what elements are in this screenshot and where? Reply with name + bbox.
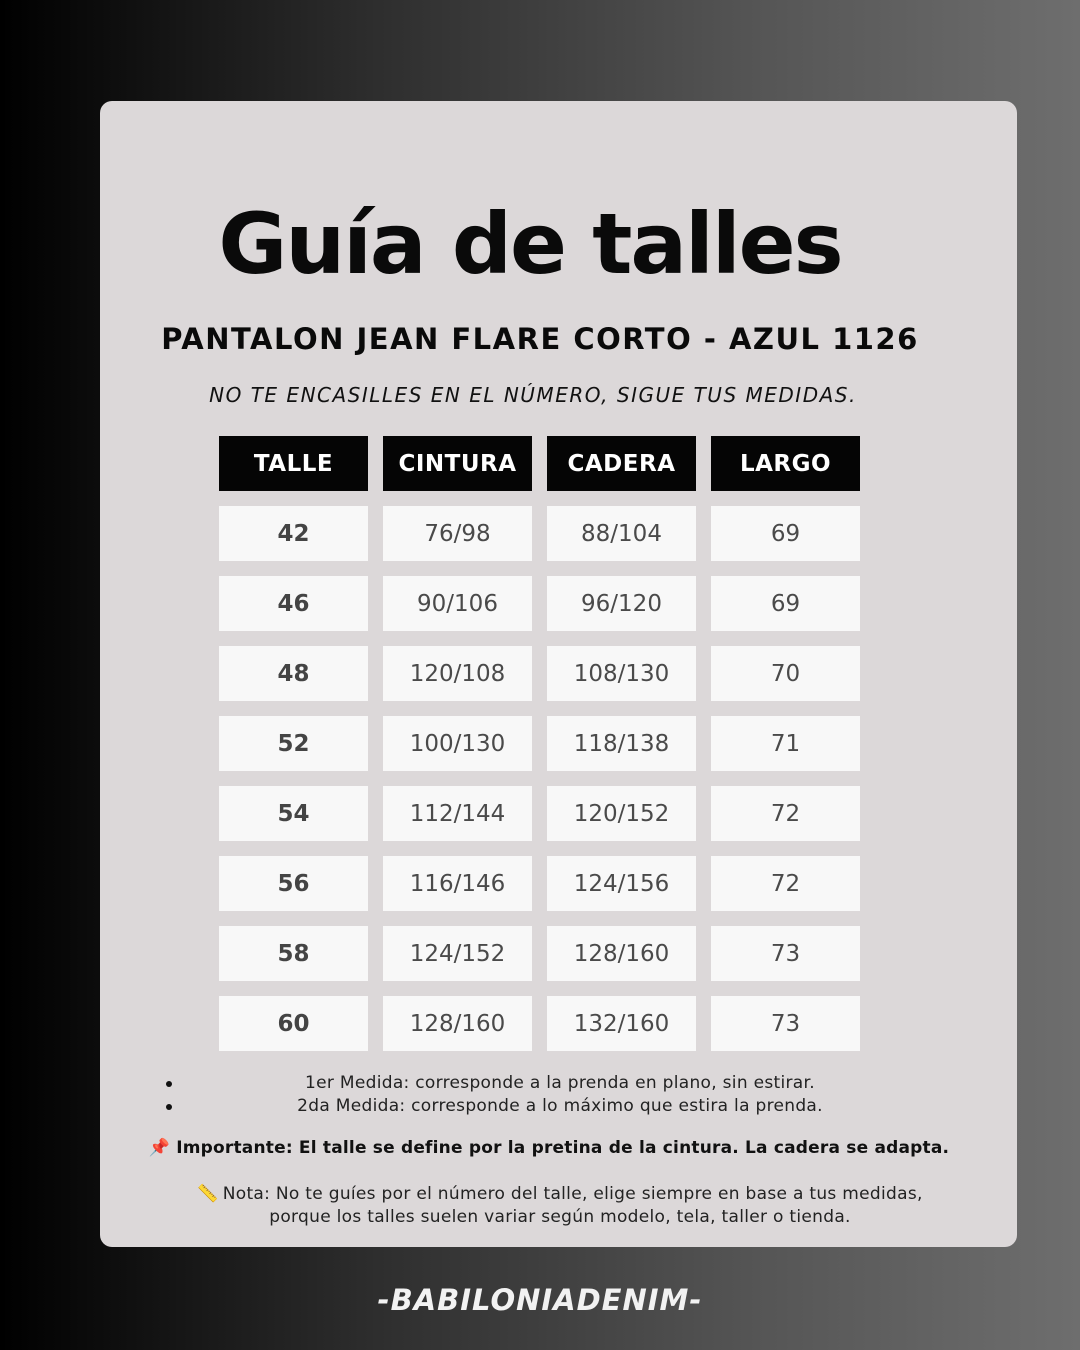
measurement-notes	[160, 1072, 920, 1118]
cell-talle: 54	[219, 786, 368, 841]
cell-talle: 56	[219, 856, 368, 911]
nota-line-2: porque los talles suelen variar según modelo, tela, taller o tienda.	[269, 1207, 851, 1227]
cell-talle: 48	[219, 646, 368, 701]
important-note	[0, 1138, 1080, 1158]
cell-largo: 69	[711, 506, 860, 561]
header-talle: TALLE	[219, 436, 368, 491]
bullet-icon	[166, 1081, 172, 1087]
cell-talle: 52	[219, 716, 368, 771]
cell-cadera: 88/104	[547, 506, 696, 561]
table-row	[219, 786, 862, 841]
brand-footer: -BABILONIADENIM-	[377, 1283, 703, 1317]
size-table	[219, 436, 862, 1066]
note-second-measure: 2da Medida: corresponde a lo máximo que estira la prenda.	[297, 1096, 823, 1116]
pushpin-icon: 📌	[148, 1138, 171, 1158]
table-row	[219, 646, 862, 701]
table-row	[219, 576, 862, 631]
table-row	[219, 716, 862, 771]
cell-largo: 71	[711, 716, 860, 771]
list-item	[160, 1095, 920, 1118]
tagline: NO TE ENCASILLES EN EL NÚMERO, SIGUE TUS MEDIDAS.	[209, 383, 857, 407]
cell-cintura: 128/160	[383, 996, 532, 1051]
cell-largo: 69	[711, 576, 860, 631]
cell-cadera: 124/156	[547, 856, 696, 911]
cell-largo: 72	[711, 856, 860, 911]
cell-cadera: 118/138	[547, 716, 696, 771]
cell-talle: 58	[219, 926, 368, 981]
cell-largo: 73	[711, 926, 860, 981]
table-row	[219, 996, 862, 1051]
cell-cadera: 120/152	[547, 786, 696, 841]
cell-cadera: 128/160	[547, 926, 696, 981]
nota-note	[150, 1183, 970, 1229]
table-row	[219, 856, 862, 911]
cell-cadera: 108/130	[547, 646, 696, 701]
nota-line-1: Nota: No te guíes por el número del talle, elige siempre en base a tus medidas,	[222, 1184, 923, 1204]
cell-cintura: 100/130	[383, 716, 532, 771]
page-title: Guía de talles	[218, 195, 842, 293]
product-name: PANTALON JEAN FLARE CORTO - AZUL 1126	[161, 322, 919, 356]
ruler-icon: 📏	[197, 1184, 219, 1204]
table-header-row	[219, 436, 862, 491]
cell-talle: 42	[219, 506, 368, 561]
list-item	[160, 1072, 920, 1095]
cell-largo: 73	[711, 996, 860, 1051]
important-text: Importante: El talle se define por la pretina de la cintura. La cadera se adapta.	[176, 1138, 950, 1158]
header-cadera: CADERA	[547, 436, 696, 491]
cell-cintura: 90/106	[383, 576, 532, 631]
note-first-measure: 1er Medida: corresponde a la prenda en plano, sin estirar.	[305, 1073, 815, 1093]
table-row	[219, 926, 862, 981]
cell-cintura: 116/146	[383, 856, 532, 911]
bullet-icon	[166, 1104, 172, 1110]
cell-largo: 70	[711, 646, 860, 701]
cell-cadera: 96/120	[547, 576, 696, 631]
cell-cadera: 132/160	[547, 996, 696, 1051]
header-largo: LARGO	[711, 436, 860, 491]
cell-largo: 72	[711, 786, 860, 841]
cell-talle: 60	[219, 996, 368, 1051]
header-cintura: CINTURA	[383, 436, 532, 491]
cell-cintura: 120/108	[383, 646, 532, 701]
cell-cintura: 112/144	[383, 786, 532, 841]
cell-cintura: 76/98	[383, 506, 532, 561]
table-row	[219, 506, 862, 561]
cell-cintura: 124/152	[383, 926, 532, 981]
cell-talle: 46	[219, 576, 368, 631]
